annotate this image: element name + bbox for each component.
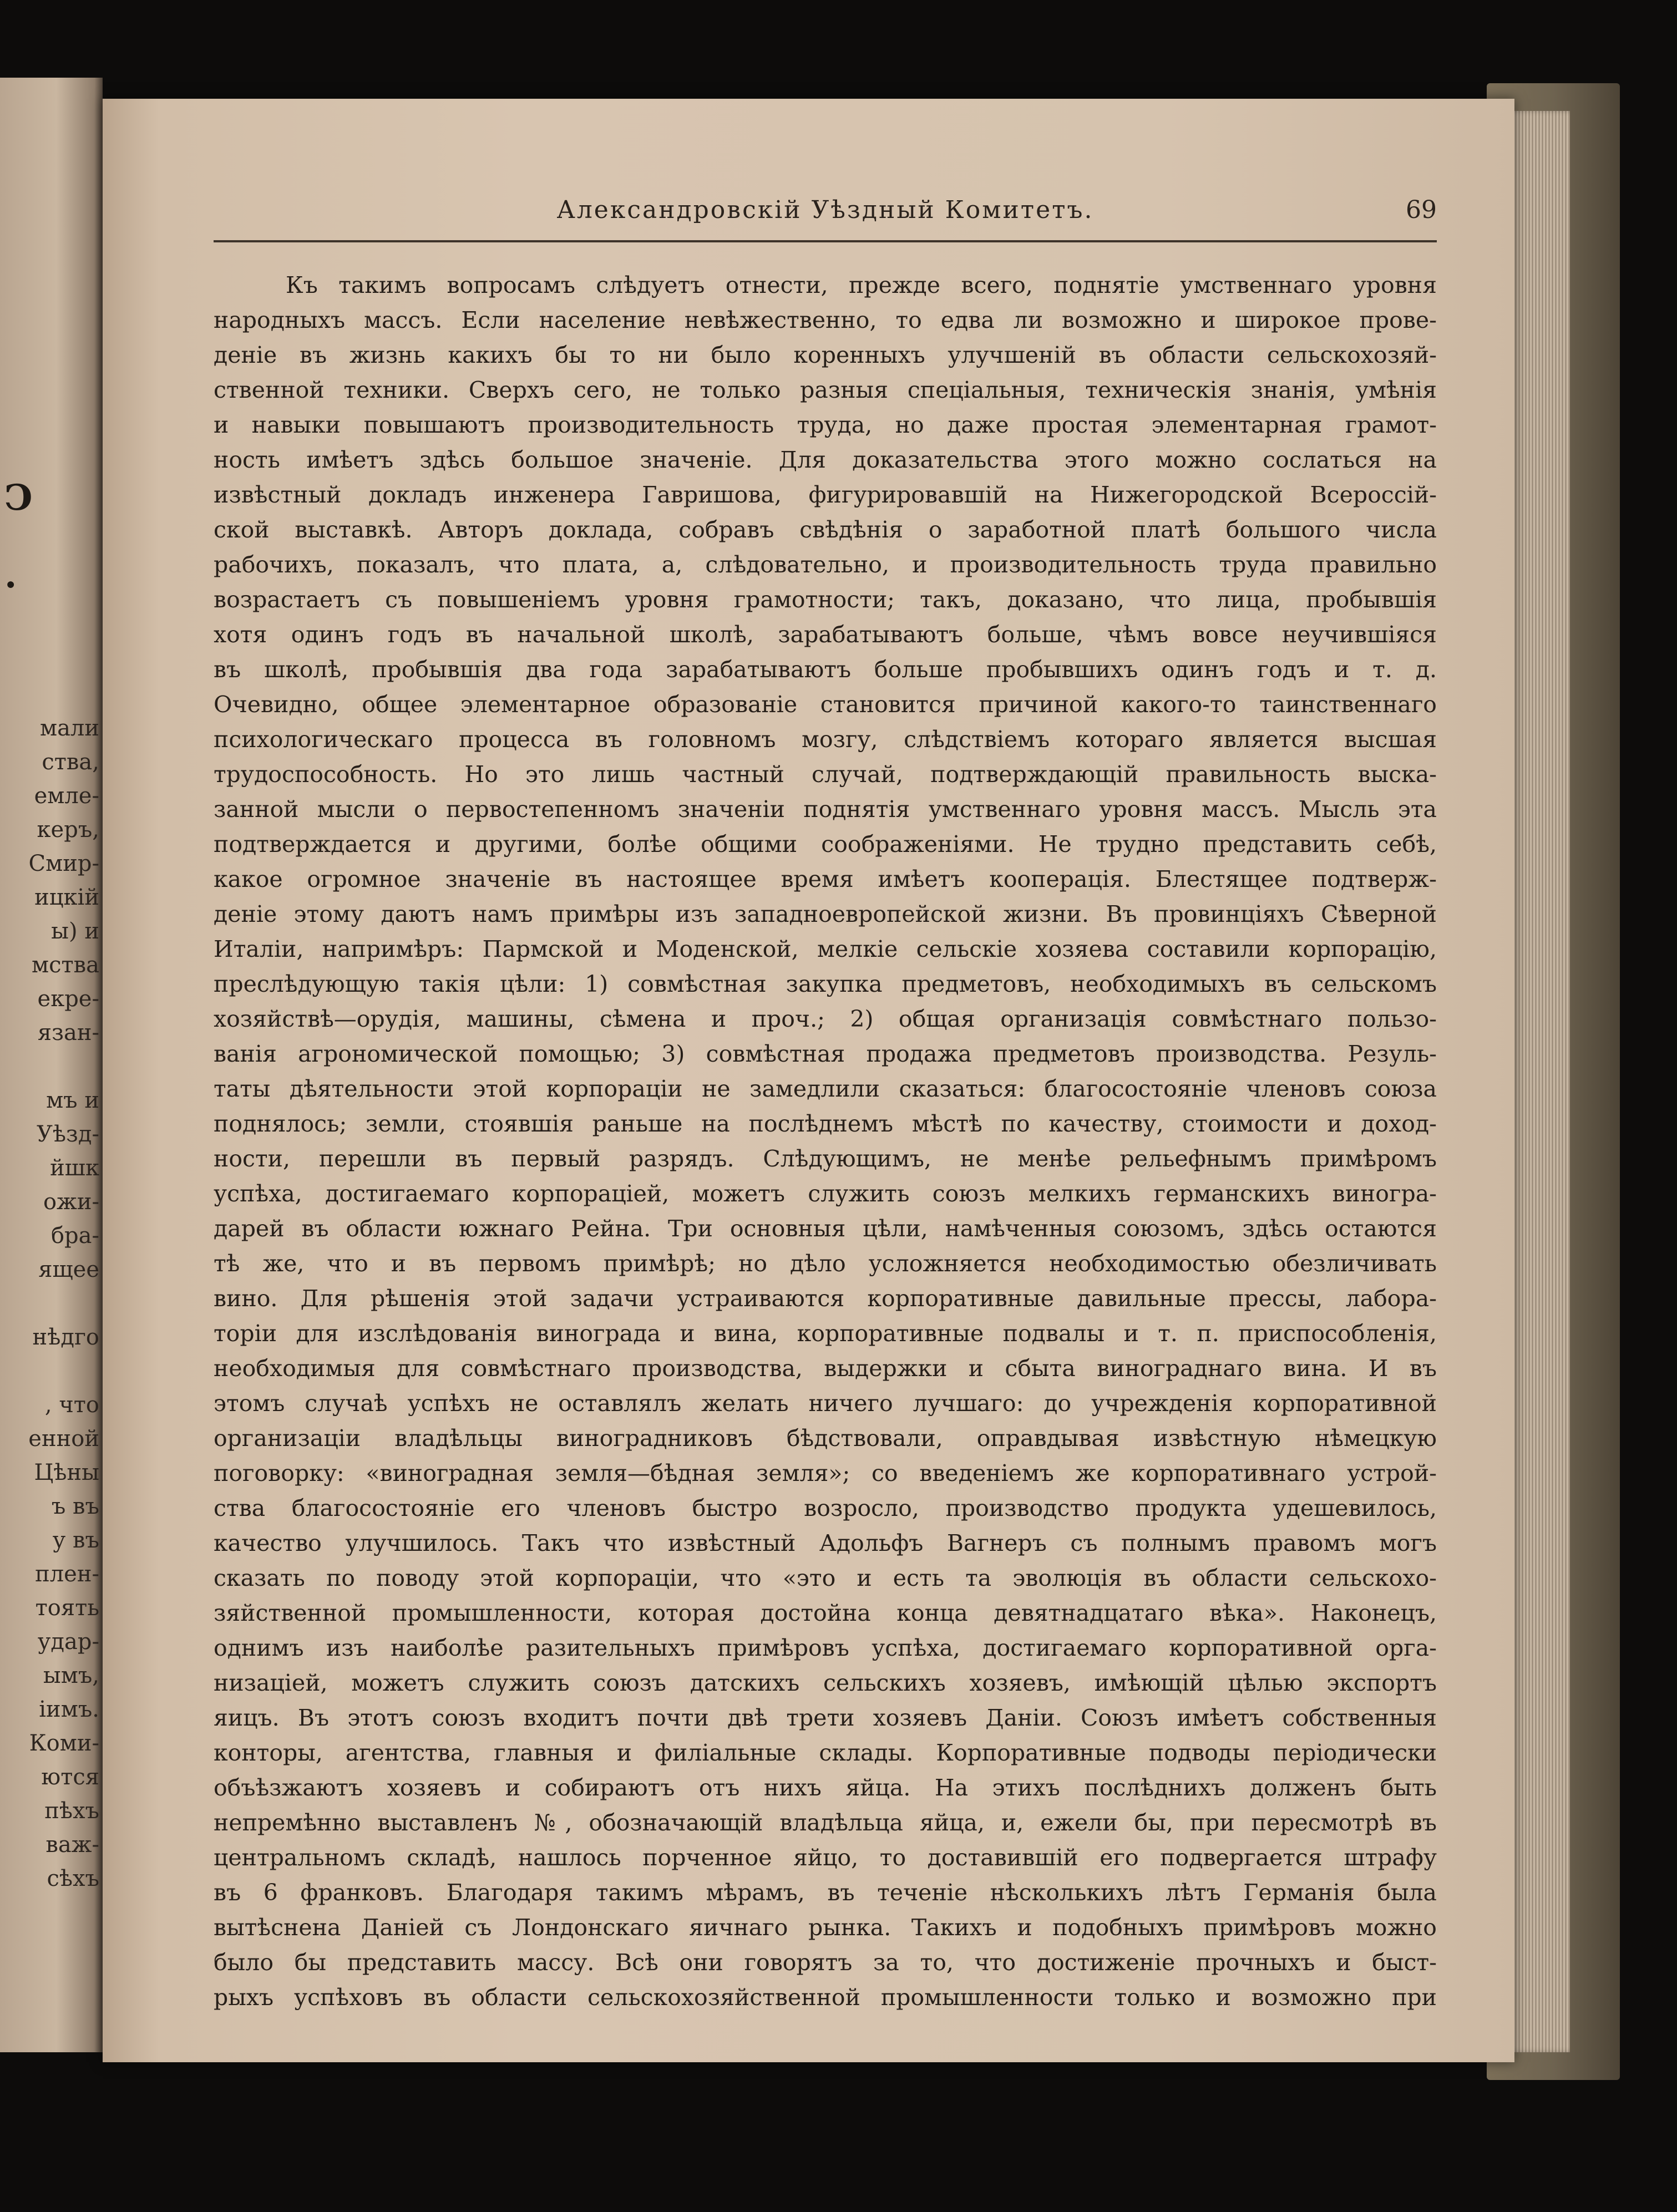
text-line: въ 6 франковъ. Благодаря такимъ мѣрамъ, въ теченіе нѣсколькихъ лѣтъ Германія была bbox=[214, 1879, 1437, 1906]
text-line: извѣстный докладъ инженера Гавришова, фигурировавшій на Нижегородской Всероссій- bbox=[214, 481, 1437, 508]
left-page-fragment: ъ въ bbox=[51, 1494, 99, 1519]
text-line: деніе въ жизнь какихъ бы то ни было коренныхъ улучшеній въ области сельскохозяй- bbox=[214, 342, 1437, 368]
text-line: объѣзжаютъ хозяевъ и собираютъ отъ нихъ яйца. На этихъ послѣднихъ долженъ быть bbox=[214, 1774, 1437, 1801]
text-line: Очевидно, общее элементарное образованіе становится причиной какого-то таинственнаго bbox=[214, 691, 1437, 718]
left-page-mark: Ͻ bbox=[4, 477, 33, 519]
text-line: центральномъ складѣ, нашлось порченное яйцо, то доставившій его подвергается штрафу bbox=[214, 1844, 1437, 1871]
left-page-fragment: ы) и bbox=[51, 919, 99, 944]
book-page bbox=[103, 99, 1514, 2062]
text-line: торіи для изслѣдованія винограда и вина, корпоративные подвалы и т. п. приспособленія, bbox=[214, 1320, 1437, 1347]
left-page-fragment: плен- bbox=[35, 1561, 99, 1587]
text-line: вытѣснена Даніей съ Лондонскаго яичнаго рынка. Такихъ и подобныхъ примѣровъ можно bbox=[214, 1914, 1437, 1941]
text-line: какое огромное значеніе въ настоящее время имѣетъ кооперація. Блестящее подтверж- bbox=[214, 866, 1437, 892]
text-line: вино. Для рѣшенія этой задачи устраиваются корпоративные давильные прессы, лабора- bbox=[214, 1285, 1437, 1312]
left-page-fragment: ящее bbox=[38, 1257, 99, 1282]
text-line: сказать по поводу этой корпораціи, что «это и есть та эволюція въ области сельскохо- bbox=[214, 1565, 1437, 1591]
left-page-fragment: ымъ, bbox=[43, 1663, 99, 1688]
left-page-fragment: керъ, bbox=[37, 817, 99, 843]
text-line: было бы представить массу. Всѣ они говорятъ за то, что достиженіе прочныхъ и быст- bbox=[214, 1949, 1437, 1976]
text-line: поднялось; земли, стоявшія раньше на послѣднемъ мѣстѣ по качеству, стоимости и доход- bbox=[214, 1110, 1437, 1137]
header-rule bbox=[214, 240, 1437, 242]
left-page-fragment: Уѣзд- bbox=[37, 1122, 99, 1147]
left-page-fragment: нѣдго bbox=[32, 1325, 99, 1350]
text-line: рыхъ успѣховъ въ области сельскохозяйственной промышленности только и возможно при bbox=[214, 1984, 1437, 2011]
left-page-fragment: у въ bbox=[52, 1528, 99, 1553]
text-line: конторы, агентства, главныя и филіальные склады. Корпоративные подводы періодически bbox=[214, 1739, 1437, 1766]
text-line: низаціей, можетъ служить союзъ датскихъ сельскихъ хозяевъ, имѣющій цѣлью экспортъ bbox=[214, 1670, 1437, 1696]
left-page-fragment: тоять bbox=[35, 1595, 99, 1621]
text-line: въ школѣ, пробывшія два года зарабатываютъ больше пробывшихъ одинъ годъ и т. д. bbox=[214, 656, 1437, 683]
text-line: качество улучшилось. Такъ что извѣстный Адольфъ Вагнеръ съ полнымъ правомъ могъ bbox=[214, 1530, 1437, 1556]
text-line: таты дѣятельности этой корпораціи не замедлили сказаться: благосостояніе членовъ союза bbox=[214, 1075, 1437, 1102]
left-page-fragment: удар- bbox=[37, 1629, 99, 1655]
text-line: ственной техники. Сверхъ сего, не только разныя спеціальныя, техническія знанія, умѣнія bbox=[214, 377, 1437, 403]
left-page-fragment: екре- bbox=[37, 986, 99, 1012]
text-line: возрастаетъ съ повышеніемъ уровня грамотности; такъ, доказано, что лица, пробывшія bbox=[214, 586, 1437, 613]
left-facing-page bbox=[0, 78, 103, 2052]
text-line: ности, перешли въ первый разрядъ. Слѣдующимъ, не менѣе рельефнымъ примѣромъ bbox=[214, 1145, 1437, 1172]
body-text bbox=[214, 268, 1437, 2015]
text-line: ства благосостояніе его членовъ быстро возросло, производство продукта удешевилось, bbox=[214, 1495, 1437, 1521]
text-line: хотя одинъ годъ въ начальной школѣ, зарабатываютъ больше, чѣмъ вовсе неучившіяся bbox=[214, 621, 1437, 648]
left-page-fragment: мали bbox=[39, 716, 99, 741]
text-line: рабочихъ, показалъ, что плата, а, слѣдовательно, и производительность труда правильно bbox=[214, 551, 1437, 578]
left-page-fragment: , что bbox=[44, 1392, 99, 1418]
text-line: ность имѣетъ здѣсь большое значеніе. Для доказательства этого можно сослаться на bbox=[214, 447, 1437, 473]
text-line: занной мысли о первостепенномъ значеніи поднятія умственнаго уровня массъ. Мысль эта bbox=[214, 796, 1437, 823]
text-line: непремѣнно выставленъ №, обозначающій владѣльца яйца, и, ежели бы, при пересмотрѣ въ bbox=[214, 1809, 1437, 1836]
left-page-fragment: Коми- bbox=[29, 1731, 99, 1756]
left-page-fragment: Цѣны bbox=[34, 1460, 99, 1485]
left-page-fragment: іимъ. bbox=[39, 1697, 99, 1722]
page-number: 69 bbox=[1406, 196, 1437, 224]
text-line: преслѣдующую такія цѣли: 1) совмѣстная закупка предметовъ, необходимыхъ въ сельскомъ bbox=[214, 971, 1437, 997]
left-page-mark: . bbox=[4, 555, 17, 596]
left-page-fragment: важ- bbox=[45, 1832, 99, 1858]
left-page-fragment: ются bbox=[41, 1764, 99, 1790]
text-line: Къ такимъ вопросамъ слѣдуетъ отнести, прежде всего, поднятіе умственнаго уровня bbox=[286, 272, 1437, 298]
text-line: необходимыя для совмѣстнаго производства, выдержки и сбыта винограднаго вина. И въ bbox=[214, 1355, 1437, 1382]
text-line: дарей въ области южнаго Рейна. Три основныя цѣли, намѣченныя союзомъ, здѣсь остаются bbox=[214, 1215, 1437, 1242]
text-line: этомъ случаѣ успѣхъ не оставлялъ желать ничего лучшаго: до учрежденія корпоративной bbox=[214, 1390, 1437, 1417]
text-line: ской выставкѣ. Авторъ доклада, собравъ свѣдѣнія о заработной платѣ большого числа bbox=[214, 516, 1437, 543]
left-page-fragment: мъ и bbox=[46, 1088, 99, 1113]
text-line: однимъ изъ наиболѣе разительныхъ примѣровъ успѣха, достигаемаго корпоративной орга- bbox=[214, 1635, 1437, 1661]
left-page-fragment: ства, bbox=[42, 749, 99, 775]
left-page-fragment: емле- bbox=[34, 783, 99, 809]
text-line: яицъ. Въ этотъ союзъ входитъ почти двѣ трети хозяевъ Даніи. Союзъ имѣетъ собственныя bbox=[214, 1704, 1437, 1731]
text-line: ванія агрономической помощью; 3) совмѣстная продажа предметовъ производства. Резуль- bbox=[214, 1041, 1437, 1067]
running-title: Александровскій Уѣздный Комитетъ. bbox=[556, 196, 1094, 224]
left-page-fragment: енной bbox=[28, 1426, 99, 1452]
text-line: успѣха, достигаемаго корпораціей, можетъ служить союзъ мелкихъ германскихъ виногра- bbox=[214, 1180, 1437, 1207]
text-line: поговорку: «виноградная земля—бѣдная земля»; со введеніемъ же корпоративнаго устрой- bbox=[214, 1460, 1437, 1486]
text-line: хозяйствѣ—орудія, машины, сѣмена и проч.; 2) общая организація совмѣстнаго пользо- bbox=[214, 1006, 1437, 1032]
text-line: Италіи, напримѣръ: Пармской и Моденской, мелкіе сельскіе хозяева составили корпорацію, bbox=[214, 936, 1437, 962]
left-page-fragment: мства bbox=[31, 952, 99, 978]
left-page-fragment: йшк bbox=[50, 1155, 99, 1181]
left-page-fragment: бра- bbox=[50, 1223, 99, 1249]
text-line: и навыки повышаютъ производительность труда, но даже простая элементарная грамот- bbox=[214, 412, 1437, 438]
left-page-fragment: ицкій bbox=[34, 885, 99, 910]
running-header bbox=[214, 196, 1437, 235]
text-line: деніе этому даютъ намъ примѣры изъ западноевропейской жизни. Въ провинціяхъ Сѣверной bbox=[214, 901, 1437, 927]
left-page-fragment: сѣхъ bbox=[47, 1866, 99, 1891]
left-page-fragment: язан- bbox=[37, 1020, 99, 1046]
text-line: трудоспособность. Но это лишь частный случай, подтверждающій правильность выска- bbox=[214, 761, 1437, 788]
left-page-fragment: ожи- bbox=[43, 1189, 99, 1215]
text-line: зяйственной промышленности, которая достойна конца девятнадцатаго вѣка». Наконецъ, bbox=[214, 1600, 1437, 1626]
text-line: тѣ же, что и въ первомъ примѣрѣ; но дѣло усложняется необходимостью обезличивать bbox=[214, 1250, 1437, 1277]
left-page-fragment: пѣхъ bbox=[44, 1798, 99, 1824]
text-line: подтверждается и другими, болѣе общими соображеніями. Не трудно представить себѣ, bbox=[214, 831, 1437, 858]
left-page-fragment: Смир- bbox=[28, 851, 99, 876]
text-line: народныхъ массъ. Если население невѣжественно, то едва ли возможно и широкое прове- bbox=[214, 307, 1437, 333]
text-line: организаціи владѣльцы виноградниковъ бѣдствовали, оправдывая извѣстную нѣмецкую bbox=[214, 1425, 1437, 1452]
text-line: психологическаго процесса въ головномъ мозгу, слѣдствіемъ котораго является высшая bbox=[214, 726, 1437, 753]
